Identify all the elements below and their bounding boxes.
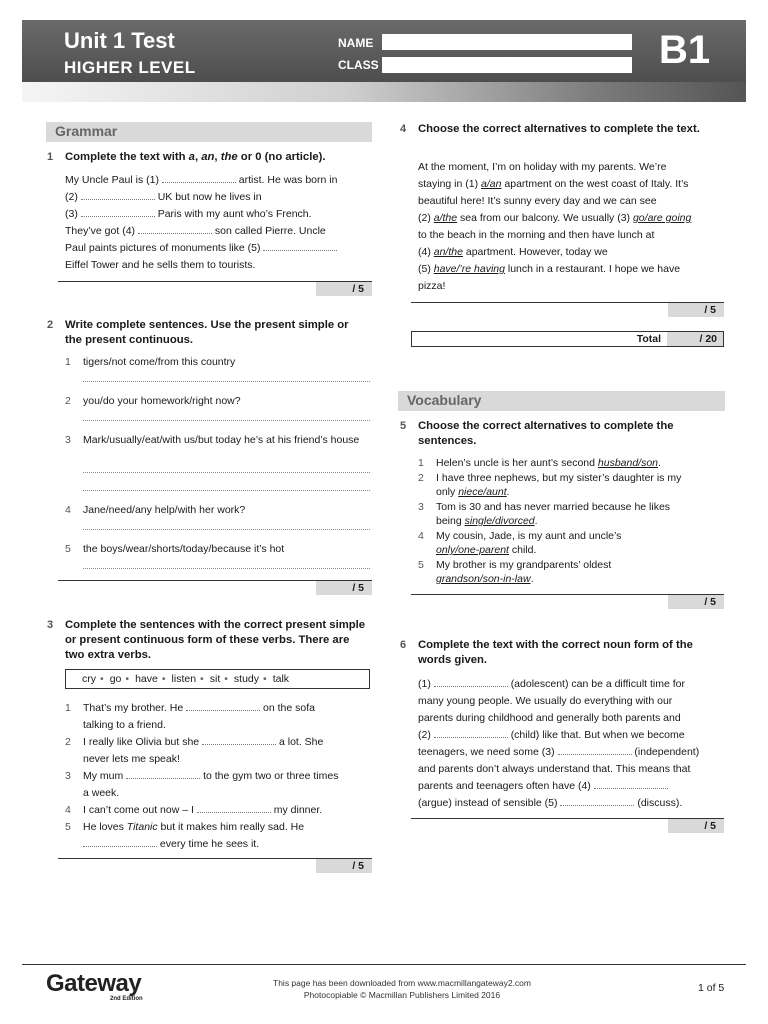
question-1-text xyxy=(65,172,375,274)
name-label: NAME xyxy=(338,36,374,50)
question-4-text xyxy=(418,159,728,295)
q1-line: Eiffel Tower and he sells them to tourists. xyxy=(65,259,256,271)
word-option: sit xyxy=(209,673,221,685)
answer-gap[interactable] xyxy=(434,677,508,687)
word-box xyxy=(65,669,370,689)
text-line: many young people. We usually do everything with our xyxy=(418,695,673,707)
score-box: / 5 xyxy=(668,595,724,609)
question-4-instruction: Choose the correct alternatives to complete the text. xyxy=(418,123,700,135)
q1-line: My Uncle Paul is (1) xyxy=(65,174,159,186)
gateway-logo: Gateway xyxy=(46,970,142,997)
total-label: Total xyxy=(636,333,661,345)
q1-line: UK but now he lives in xyxy=(157,191,262,203)
answer-line[interactable] xyxy=(83,381,370,382)
header-gradient-strip xyxy=(22,82,746,102)
word-option: talk xyxy=(272,673,290,685)
list-item: 1 That’s my brother. He on the sofa talking to a friend. xyxy=(65,702,315,731)
q1-line: (2) xyxy=(65,191,78,203)
list-item: 5 He loves Titanic but it makes him really sad. He every time he sees it. xyxy=(65,821,305,850)
bullet-separator: • xyxy=(100,673,104,685)
q1-line: son called Pierre. Uncle xyxy=(214,225,326,237)
bullet-separator: • xyxy=(200,673,204,685)
copyright-note: Photocopiable © Macmillan Publishers Limited 2016 xyxy=(303,990,501,1000)
answer-gap[interactable] xyxy=(594,779,668,789)
text-line: parents during childhood and generally both parents and xyxy=(418,712,681,724)
text-line: (2) (child) like that. But when we become xyxy=(418,729,685,741)
total-score: / 20 xyxy=(667,332,723,346)
list-item: 3 My mum to the gym two or three times a week. xyxy=(65,770,339,799)
answer-gap[interactable] xyxy=(81,207,155,217)
answer-line[interactable] xyxy=(83,420,370,421)
question-6-instruction: Complete the text with the correct noun form of the words given. xyxy=(418,639,693,666)
edition-label: 2nd Edition xyxy=(110,996,143,1002)
text-line: beautiful here! It’s sunny every day and we can see xyxy=(418,195,657,207)
answer-gap[interactable] xyxy=(81,190,155,200)
class-label: CLASS xyxy=(338,58,379,72)
bullet-separator: • xyxy=(224,673,228,685)
text-line: pizza! xyxy=(418,280,446,292)
list-item: 5 My brother is my grandparents’ oldest grandson/son-in-law. xyxy=(418,558,612,585)
answer-gap[interactable] xyxy=(263,241,337,251)
word-option: go xyxy=(109,673,122,685)
q1-line: artist. He was born in xyxy=(238,174,338,186)
list-item: 2 I have three nephews, but my sister’s daughter is my only niece/aunt. xyxy=(418,471,682,498)
answer-gap[interactable] xyxy=(560,796,634,806)
word-option: listen xyxy=(171,673,197,685)
page-number: 1 of 5 xyxy=(698,982,725,994)
list-item: 3 Mark/usually/eat/with us/but today he’s at his friend’s house xyxy=(65,434,360,446)
word-option: have xyxy=(135,673,158,685)
text-line: (argue) instead of sensible (5) (discuss). xyxy=(418,797,683,809)
text-line: (5) have/’re having lunch in a restaurant. I hope we have xyxy=(418,263,681,275)
score-box: / 5 xyxy=(668,303,724,317)
answer-gap[interactable] xyxy=(138,224,212,234)
question-number: 3 xyxy=(47,619,54,631)
class-field[interactable] xyxy=(382,57,632,73)
text-line: to the beach in the morning and then have lunch at xyxy=(418,229,655,241)
answer-gap[interactable] xyxy=(202,735,276,745)
list-item: 2 I really like Olivia but she a lot. She never lets me speak! xyxy=(65,736,324,765)
footer-divider xyxy=(22,964,746,965)
text-line: (2) a/the sea from our balcony. We usually (3) go/are going xyxy=(418,212,692,224)
question-number: 5 xyxy=(400,420,407,432)
answer-gap[interactable] xyxy=(126,769,200,779)
answer-line[interactable] xyxy=(83,568,370,569)
question-1-instruction: Complete the text with a, an, the or 0 (no article). xyxy=(65,151,326,163)
question-number: 4 xyxy=(400,123,407,135)
question-6-text xyxy=(418,676,728,812)
score-box: / 5 xyxy=(316,581,372,595)
q1-line: Paris with my aunt who’s French. xyxy=(157,208,312,220)
answer-gap[interactable] xyxy=(186,701,260,711)
list-item: 4 I can’t come out now – I my dinner. xyxy=(65,804,323,816)
question-number: 1 xyxy=(47,151,54,163)
question-number: 2 xyxy=(47,319,54,331)
answer-line[interactable] xyxy=(83,529,370,530)
question-5-items xyxy=(418,456,724,587)
answer-gap[interactable] xyxy=(434,728,508,738)
list-item: 1 Helen’s uncle is her aunt’s second husband/son. xyxy=(418,457,661,469)
answer-gap[interactable] xyxy=(558,745,632,755)
text-line: staying in (1) a/an apartment on the west coast of Italy. It’s xyxy=(418,178,689,190)
list-item: 3 Tom is 30 and has never married because he likes being single/divorced. xyxy=(418,500,671,527)
text-line: (1) (adolescent) can be a difficult time for xyxy=(418,678,685,690)
question-5-instruction: Choose the correct alternatives to complete the sentences. xyxy=(418,420,674,447)
bullet-separator: • xyxy=(161,673,166,685)
bullet-separator: • xyxy=(125,673,130,685)
answer-line[interactable] xyxy=(83,490,370,491)
text-line: At the moment, I’m on holiday with my parents. We’re xyxy=(418,161,667,173)
test-header xyxy=(22,20,746,102)
download-note: This page has been downloaded from www.macmillangateway2.com xyxy=(273,978,531,988)
answer-gap[interactable] xyxy=(197,803,271,813)
question-3-instruction: Complete the sentences with the correct present simple or present continuous form of these verbs. There are two extra verbs. xyxy=(65,619,366,661)
answer-line[interactable] xyxy=(83,472,370,473)
answer-gap[interactable] xyxy=(162,173,236,183)
name-field[interactable] xyxy=(382,34,632,50)
text-line: parents and teenagers often have (4) xyxy=(418,778,728,795)
test-level-subtitle: HIGHER LEVEL xyxy=(64,58,196,77)
grammar-banner: Grammar xyxy=(46,122,372,142)
list-item: 4 My cousin, Jade, is my aunt and uncle’s only/one-parent child. xyxy=(418,529,622,556)
q1-line: (3) xyxy=(65,208,78,220)
answer-gap[interactable] xyxy=(83,837,157,847)
bullet-separator: • xyxy=(263,673,267,685)
text-line: teenagers, we need some (3) (independent) xyxy=(418,746,700,758)
score-box: / 5 xyxy=(668,819,724,833)
total-score-box xyxy=(411,331,724,347)
word-option: cry xyxy=(82,673,96,685)
question-2-instruction: Write complete sentences. Use the present simple or the present continuous. xyxy=(65,319,349,346)
cefr-level-badge: B1 xyxy=(659,28,711,72)
vocabulary-banner: Vocabulary xyxy=(398,391,725,411)
text-line: (4) an/the apartment. However, today we xyxy=(418,246,608,258)
score-box: / 5 xyxy=(316,282,372,296)
question-3-items xyxy=(65,700,375,853)
q1-line: They’ve got (4) xyxy=(65,225,136,237)
word-option: study xyxy=(233,673,260,685)
question-number: 6 xyxy=(400,639,407,651)
q1-line: Paul paints pictures of monuments like (5) xyxy=(65,242,261,254)
text-line: and parents don’t always understand that. This means that xyxy=(418,763,691,775)
test-title: Unit 1 Test xyxy=(64,28,175,53)
score-box: / 5 xyxy=(316,859,372,873)
